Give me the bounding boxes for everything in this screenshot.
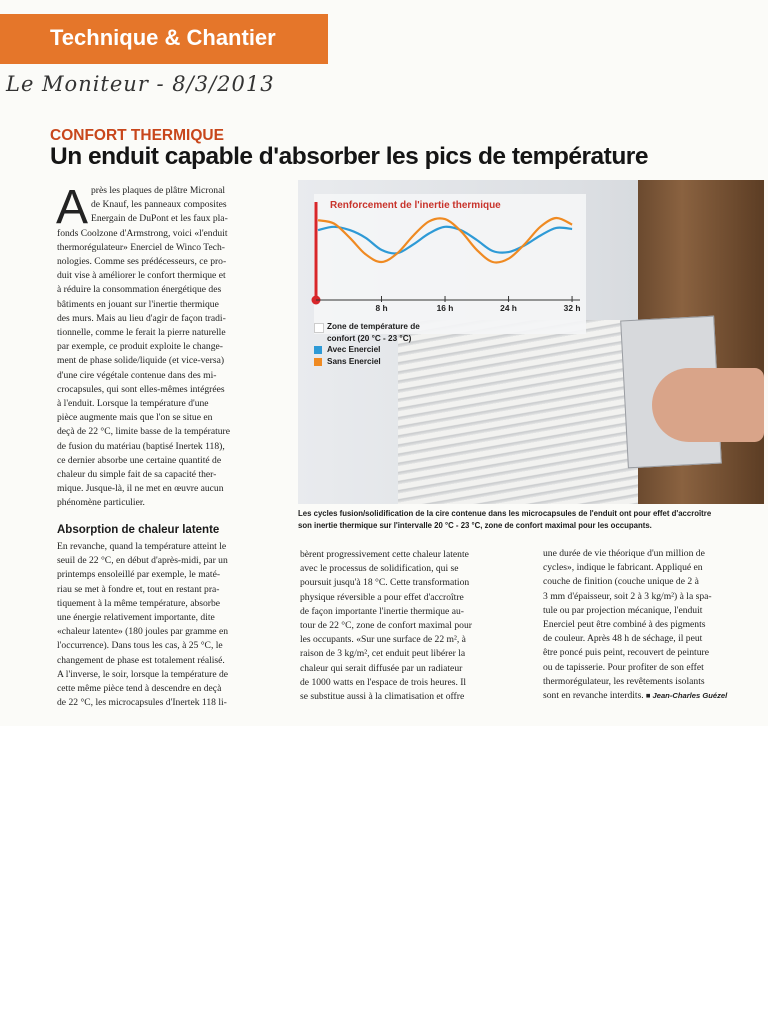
- col1-line: En revanche, quand la température atteint le: [57, 541, 227, 552]
- intro-line: chaleur du simple fait de sa capacité ther-: [57, 469, 217, 481]
- intro-line: phénomène particulier.: [57, 497, 145, 509]
- chart-background: [314, 194, 586, 334]
- legend-swatch-comfort-zone: [314, 323, 324, 333]
- legend-item-avec-enerciel: [314, 344, 437, 356]
- intro-line: des murs. Mais au lieu d'agir de façon tradi-: [57, 312, 226, 324]
- col1-line: riau se met à fondre et, tout en restant pra-: [57, 583, 220, 595]
- handwritten-source-note: Le Moniteur - 8/3/2013: [6, 72, 275, 96]
- col3-line: ou de tapisserie. Pour profiter de son effet: [543, 661, 704, 673]
- intro-line: nologies. Comme ses prédécesseurs, ce pro-: [57, 256, 227, 268]
- byline: ■ Jean-Charles Guézel: [643, 691, 728, 701]
- col2-line: chaleur qui serait diffusée par un radiateur: [300, 662, 463, 674]
- article-headline: Un enduit capable d'absorber les pics de température: [50, 143, 648, 170]
- intro-line: de Knauf, les panneaux composites: [91, 199, 227, 211]
- intro-line: bâtiments en jouant sur l'inertie thermique: [57, 298, 219, 310]
- col3-line: de couleur. Après 48 h de séchage, il peut: [543, 633, 703, 645]
- col2-line: bèrent progressivement cette chaleur latente: [300, 549, 469, 560]
- col2-line: physique réversible a pour effet d'accroître: [300, 591, 464, 603]
- intro-line: à l'enduit. Lorsque la température d'une: [57, 398, 209, 410]
- legend-swatch-avec-enerciel: [314, 346, 322, 354]
- col2-line: de 1000 watts en l'espace de trois heures. Il: [300, 676, 467, 688]
- x-tick-label: 24 h: [500, 303, 517, 313]
- col2-line: raison de 3 kg/m², cet enduit peut libérer la: [300, 648, 466, 660]
- intro-paragraph: [56, 181, 285, 511]
- col1-line: l'occurrence). Dans tous les cas, à 25 °C, le: [57, 640, 223, 652]
- body-column-2: [300, 548, 528, 704]
- intro-line: fonds Coolzone d'Armstrong, voici «l'enduit: [57, 227, 228, 239]
- col1-line: cette même pièce tend à descendre en deçà: [57, 683, 222, 695]
- x-tick-label: 32 h: [563, 303, 581, 313]
- intro-line: pièce augmente mais que l'on se situe en: [57, 412, 213, 424]
- col2-line: avec le processus de solidification, qui se: [300, 563, 459, 575]
- col1-line: une énergie relativement importante, dite: [57, 612, 215, 624]
- intro-line: de fusion du matériau (baptisé Inertek 118),: [57, 440, 225, 452]
- chart-legend: [314, 321, 437, 367]
- legend-swatch-sans-enerciel: [314, 358, 322, 366]
- col2-line: les occupants. «Sur une surface de 22 m², à: [300, 634, 466, 646]
- col3-line: cycles», indique le fabricant. Appliqué en: [543, 562, 703, 574]
- intro-line: duit vise à améliorer le confort thermique et: [57, 270, 226, 282]
- col1-line: A l'inverse, le soir, lorsque la température de: [57, 668, 229, 680]
- intro-line: Energain de DuPont et les faux pla-: [91, 213, 228, 225]
- intro-line: à réduire la consommation énergétique des: [57, 284, 222, 296]
- x-tick-label: 16 h: [436, 303, 454, 313]
- col1-line: tiquement à la même température, absorbe: [57, 597, 221, 609]
- intro-line: ce dernier absorbe une certaine quantité de: [57, 454, 222, 466]
- col3-line: couche de finition (couche unique de 2 à: [543, 576, 699, 588]
- intro-line: ment de phase solide/liquide (et vice-versa): [57, 355, 225, 367]
- col2-line: de façon importante l'inertie thermique au-: [300, 605, 464, 617]
- article-kicker: CONFORT THERMIQUE: [50, 127, 224, 144]
- col1-line: de 22 °C, les microcapsules d'Inertek 118 li-: [57, 697, 227, 709]
- intro-line: près les plaques de plâtre Micronal: [91, 185, 225, 196]
- col2-line: tour de 22 °C, zone de confort maximal pour: [300, 620, 472, 632]
- legend-label-comfort-zone: Zone de température de confort (20 °C - 23 °C): [327, 322, 420, 343]
- col2-line: se substitue aussi à la climatisation et offre: [300, 691, 465, 703]
- chart-title: Renforcement de l'inertie thermique: [330, 200, 501, 211]
- col1-line: seuil de 22 °C, en début d'après-midi, par un: [57, 555, 228, 567]
- x-tick-label: 8 h: [375, 303, 388, 313]
- intro-line: d'une cire végétale contenue dans des mi-: [57, 369, 217, 381]
- col2-line: poursuit jusqu'à 18 °C. Cette transformation: [300, 577, 470, 589]
- intro-line: crocapsules, qui sont elles-mêmes intégrées: [57, 383, 225, 395]
- intro-line: par exemple, ce produit exploite le change-: [57, 341, 223, 353]
- legend-label-sans-enerciel: Sans Enerciel: [327, 356, 381, 366]
- col3-line: thermorégulateur, les revêtements isolants: [543, 675, 705, 687]
- caption-line: son inertie thermique sur l'intervalle 20 °C - 23 °C, zone de confort maximal pour les occupants.: [298, 520, 652, 530]
- intro-line: tionnelle, comme le ferait la pierre naturelle: [57, 327, 226, 339]
- section-rubric-title: Technique & Chantier: [50, 25, 276, 50]
- col3-line: sont en revanche interdits. ■ Jean-Charles Guézel: [543, 690, 728, 702]
- intro-line: thermorégulateur» Enerciel de Winco Tech-: [57, 241, 226, 253]
- col1-line: «chaleur latente» (180 joules par gramme en: [57, 626, 229, 638]
- col3-line: tule ou par projection mécanique, l'enduit: [543, 604, 703, 616]
- col1-line: printemps ensoleillé par exemple, le maté-: [57, 569, 221, 581]
- intro-line: deçà de 22 °C, limite basse de la température: [57, 426, 230, 438]
- legend-item-comfort-zone: [314, 321, 437, 344]
- col3-line: être poncé puis peint, recouvert de peinture: [543, 647, 709, 659]
- section-subhead: Absorption de chaleur latente: [57, 524, 220, 536]
- col3-line: une durée de vie théorique d'un million de: [543, 548, 705, 559]
- legend-item-sans-enerciel: [314, 356, 437, 368]
- body-column-3: [543, 547, 765, 703]
- col3-line: Enerciel peut être combiné à des pigments: [543, 619, 706, 631]
- caption-line: Les cycles fusion/solidification de la cire contenue dans les microcapsules de l'enduit ont pour effet d'accroître: [298, 509, 712, 518]
- body-column-1: [57, 540, 285, 710]
- drop-cap: A: [56, 181, 89, 234]
- col3-line: 3 mm d'épaisseur, soit 2 à 3 kg/m²) à la spa-: [543, 590, 712, 602]
- col1-line: changement de phase est totalement réalisé.: [57, 654, 225, 666]
- intro-line: mique. Jusque-là, il ne met en œuvre aucun: [57, 483, 224, 495]
- legend-label-avec-enerciel: Avec Enerciel: [327, 345, 381, 354]
- photo-caption: [298, 508, 764, 531]
